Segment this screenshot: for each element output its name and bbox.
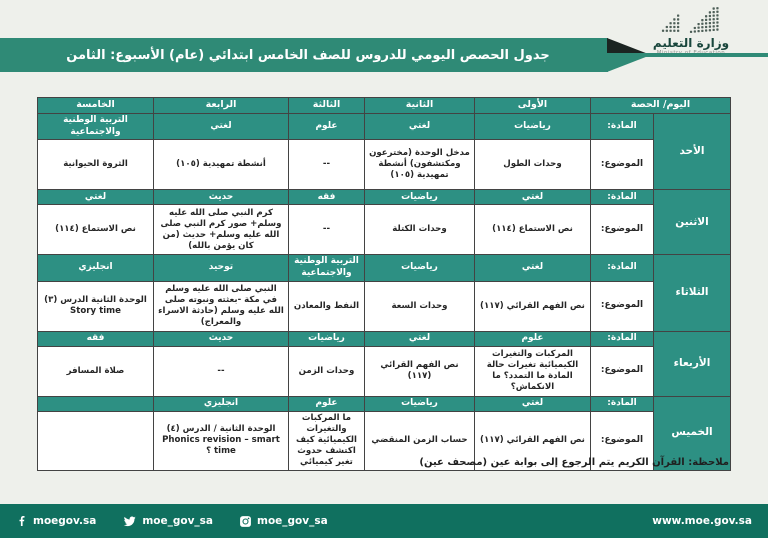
topic-row-label: الموضوع: xyxy=(590,140,653,190)
instagram-handle: moe_gov_sa xyxy=(257,515,328,527)
subject-cell: لغتي xyxy=(364,114,474,140)
subject-row-label: المادة: xyxy=(590,331,653,346)
topic-cell: نص الفهم القرائي (١١٧) xyxy=(474,411,590,470)
social-links xyxy=(16,514,328,528)
facebook-icon xyxy=(16,514,28,528)
topic-cell: حساب الزمن المنقضي xyxy=(364,411,474,470)
twitter-link[interactable] xyxy=(122,515,213,528)
topic-row xyxy=(37,346,730,396)
schedule-table-wrap xyxy=(37,97,731,471)
facebook-link[interactable] xyxy=(16,514,96,528)
topic-row-label: الموضوع: xyxy=(590,411,653,470)
subject-row xyxy=(37,255,730,281)
topic-row-label: الموضوع: xyxy=(590,205,653,255)
subject-row xyxy=(37,114,730,140)
twitter-handle: moe_gov_sa xyxy=(142,515,214,527)
subject-cell: رياضيات xyxy=(364,396,474,411)
subject-cell: لغتي xyxy=(153,114,288,140)
subject-cell: علوم xyxy=(474,331,590,346)
subject-cell: علوم xyxy=(288,114,364,140)
period-header-1: الأولى xyxy=(474,98,590,114)
topic-row xyxy=(37,281,730,331)
topic-row xyxy=(37,140,730,190)
banner-rule-line xyxy=(646,53,768,57)
subject-row-label: المادة: xyxy=(590,255,653,281)
subject-cell: لغتي xyxy=(474,255,590,281)
topic-cell: نص الفهم القرائي (١١٧) xyxy=(474,281,590,331)
topic-cell: نص الفهم القرائي (١١٧) xyxy=(364,346,474,396)
subject-cell: لغتي xyxy=(474,396,590,411)
subject-cell: لغتي xyxy=(364,331,474,346)
subject-cell: رياضيات xyxy=(364,190,474,205)
schedule-body xyxy=(37,114,730,471)
topic-cell: النبي صلى الله عليه وسلم في مكة -بعثته ونبوته صلى الله عليه وسلم (حادثة الاسراء والمعراج) xyxy=(153,281,288,331)
subject-cell: فقه xyxy=(288,190,364,205)
subject-cell: التربية الوطنية والاجتماعية xyxy=(288,255,364,281)
topic-cell: الوحدة الثانية / الدرس (٤) Phonics revision – smart time ؟ xyxy=(153,411,288,470)
twitter-icon xyxy=(122,515,137,528)
subject-cell: رياضيات xyxy=(364,255,474,281)
subject-cell: فقه xyxy=(37,331,153,346)
topic-row-label: الموضوع: xyxy=(590,281,653,331)
subject-cell: انجليزي xyxy=(153,396,288,411)
topic-cell: -- xyxy=(153,346,288,396)
corner-header: اليوم/ الحصة xyxy=(590,98,730,114)
subject-cell: التربية الوطنية والاجتماعية xyxy=(37,114,153,140)
topic-cell: ما المركبات والتغيرات الكيميائية كيف اكتشف حدوث تغير كيميائي xyxy=(288,411,364,470)
period-header-5: الخامسة xyxy=(37,98,153,114)
subject-row xyxy=(37,396,730,411)
banner-fold-tip xyxy=(607,38,651,72)
topic-cell: -- xyxy=(288,140,364,190)
subject-row-label: المادة: xyxy=(590,190,653,205)
day-name: الخميس xyxy=(654,396,731,470)
table-header-row xyxy=(37,98,730,114)
day-name: الثلاثاء xyxy=(654,255,731,331)
subject-row-label: المادة: xyxy=(590,114,653,140)
instagram-icon xyxy=(239,515,252,528)
topic-cell: وحدات الطول xyxy=(474,140,590,190)
page-title: جدول الحصص اليومي للدروس للصف الخامس ابتدائي (عام) الأسبوع: الثامن xyxy=(66,47,550,63)
topic-cell: -- xyxy=(288,205,364,255)
period-header-3: الثالثة xyxy=(288,98,364,114)
moe-logo-dots-icon xyxy=(658,7,724,35)
topic-cell: كرم النبي صلى الله عليه وسلم+ صور كرم النبي صلى الله عليه وسلم+ حديث (من كان يؤمن بالله) xyxy=(153,205,288,255)
subject-cell: علوم xyxy=(288,396,364,411)
subject-cell: حديث xyxy=(153,190,288,205)
topic-cell: وحدات السعة xyxy=(364,281,474,331)
topic-cell: وحدات الزمن xyxy=(288,346,364,396)
topic-cell: أنشطة تمهيدية (١٠٥) xyxy=(153,140,288,190)
topic-cell: النفط والمعادن xyxy=(288,281,364,331)
topic-row-label: الموضوع: xyxy=(590,346,653,396)
footer-bar xyxy=(0,504,768,538)
day-name: الأربعاء xyxy=(654,331,731,396)
title-banner xyxy=(0,38,768,72)
subject-cell: رياضيات xyxy=(288,331,364,346)
facebook-handle: moegov.sa xyxy=(33,515,97,527)
period-header-2: الثانية xyxy=(364,98,474,114)
quran-note: ملاحظة: القرآن الكريم يتم الرجوع إلى بوابة عين (مصحف عين) xyxy=(419,457,729,468)
instagram-link[interactable] xyxy=(239,515,328,528)
subject-cell: رياضيات xyxy=(474,114,590,140)
subject-cell xyxy=(37,396,153,411)
subject-row xyxy=(37,190,730,205)
topic-cell: وحدات الكتلة xyxy=(364,205,474,255)
topic-cell: صلاة المسافر xyxy=(37,346,153,396)
topic-cell: نص الاستماع (١١٤) xyxy=(474,205,590,255)
subject-row xyxy=(37,331,730,346)
period-header-4: الرابعة xyxy=(153,98,288,114)
subject-cell: لغتي xyxy=(37,190,153,205)
topic-cell: مدخل الوحدة (مخترعون ومكتشفون) أنشطة تمهيدية (١٠٥) xyxy=(364,140,474,190)
subject-row-label: المادة: xyxy=(590,396,653,411)
schedule-table xyxy=(37,97,731,471)
day-name: الاثنين xyxy=(654,190,731,255)
topic-cell: نص الاستماع (١١٤) xyxy=(37,205,153,255)
subject-cell: توحيد xyxy=(153,255,288,281)
topic-cell: الوحدة الثانية الدرس (٣) Story time xyxy=(37,281,153,331)
topic-row xyxy=(37,205,730,255)
subject-cell: انجليزي xyxy=(37,255,153,281)
topic-cell: الثروة الحيوانية xyxy=(37,140,153,190)
topic-cell xyxy=(37,411,153,470)
moe-logo-arabic-name: وزارة التعليم xyxy=(652,36,730,50)
topic-cell: المركبات والتغيرات الكيميائية تغيرات حالة المادة ما التمدد؟ ما الانكماش؟ xyxy=(474,346,590,396)
day-name: الأحد xyxy=(654,114,731,190)
website-link[interactable]: www.moe.gov.sa xyxy=(652,515,752,527)
banner-bar xyxy=(0,38,608,72)
subject-cell: حديث xyxy=(153,331,288,346)
subject-cell: لغتي xyxy=(474,190,590,205)
